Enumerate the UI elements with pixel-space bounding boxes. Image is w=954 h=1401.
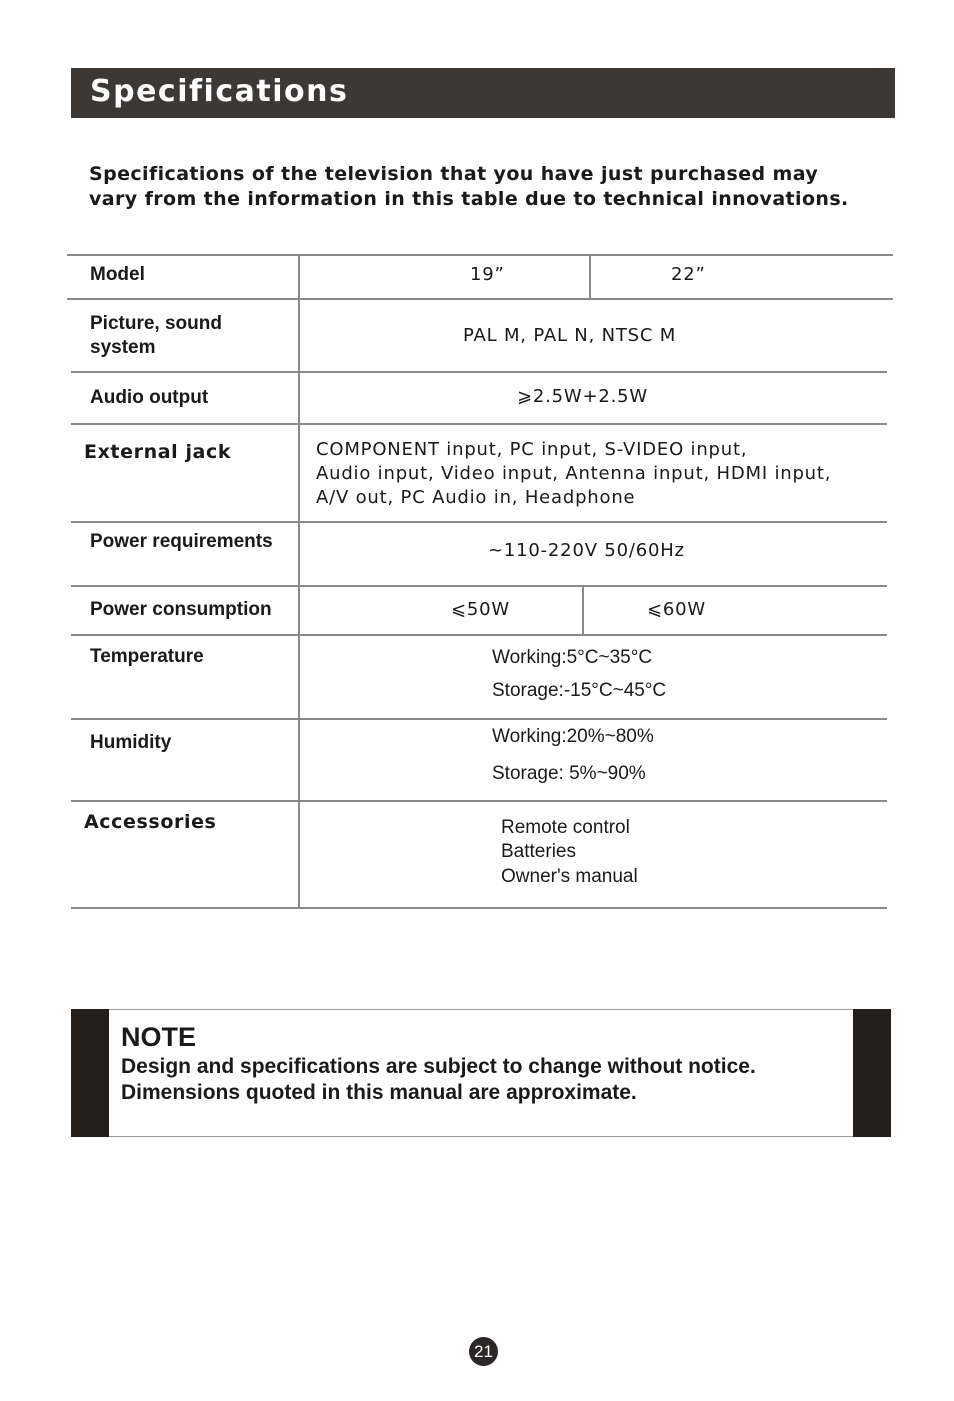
row-divider [67, 298, 893, 300]
picture-sound-value: PAL M, PAL N, NTSC M [463, 325, 677, 346]
note-title: NOTE [121, 1022, 197, 1052]
model-19: 19” [470, 264, 505, 285]
external-jack-line-3: A/V out, PC Audio in, Headphone [316, 487, 636, 508]
row-divider [71, 423, 887, 425]
power-consumption-19: ⩽50W [451, 599, 510, 620]
intro-paragraph [89, 162, 889, 212]
model-22: 22” [671, 264, 706, 285]
power-column-divider [582, 586, 584, 635]
accessory-item: Owner's manual [501, 866, 638, 887]
power-requirements-value: ~110-220V 50/60Hz [488, 540, 685, 561]
accessory-item: Batteries [501, 841, 576, 862]
row-label-audio-output: Audio output [90, 387, 209, 408]
column-divider [298, 255, 300, 908]
external-jack-line-2: Audio input, Video input, Antenna input, HDMI input, [316, 463, 832, 484]
external-jack-line-1: COMPONENT input, PC input, S-VIDEO input, [316, 439, 748, 460]
temperature-storage: Storage:-15°C~45°C [492, 680, 667, 701]
note-line-2: Dimensions quoted in this manual are approximate. [121, 1081, 637, 1104]
model-column-divider [589, 255, 591, 299]
table-bottom-border [71, 907, 887, 909]
humidity-working: Working:20%~80% [492, 726, 654, 747]
page-number: 21 [469, 1337, 498, 1366]
row-divider [71, 371, 887, 373]
row-label-model: Model [90, 264, 145, 285]
row-label-power-requirements: Power requirements [90, 531, 273, 552]
row-label-external-jack: External jack [84, 441, 232, 463]
row-divider [71, 634, 887, 636]
humidity-storage: Storage: 5%~90% [492, 763, 646, 784]
power-consumption-22: ⩽60W [647, 599, 706, 620]
note-box [71, 1009, 891, 1137]
intro-line-1: Specifications of the television that you have just purchased may [89, 163, 819, 185]
row-divider [71, 800, 887, 802]
row-divider [71, 521, 887, 523]
row-label-humidity: Humidity [90, 732, 172, 753]
row-divider [71, 718, 887, 720]
row-label-accessories: Accessories [84, 811, 217, 833]
row-label-power-consumption: Power consumption [90, 599, 272, 620]
note-right-bar [853, 1009, 891, 1137]
page-title: Specifications [90, 74, 349, 109]
section-header [71, 68, 895, 118]
note-line-1: Design and specifications are subject to change without notice. [121, 1055, 756, 1078]
temperature-working: Working:5°C~35°C [492, 647, 653, 668]
row-divider [71, 585, 887, 587]
audio-output-value: ⩾2.5W+2.5W [517, 386, 649, 407]
table-top-border [67, 254, 893, 256]
note-left-bar [71, 1009, 109, 1137]
accessory-item: Remote control [501, 817, 630, 838]
row-label-picture-sound: Picture, sound [90, 313, 222, 334]
row-label-temperature: Temperature [90, 646, 204, 667]
row-label-picture-sound-2: system [90, 337, 156, 358]
intro-line-2: vary from the information in this table due to technical innovations. [89, 188, 849, 210]
